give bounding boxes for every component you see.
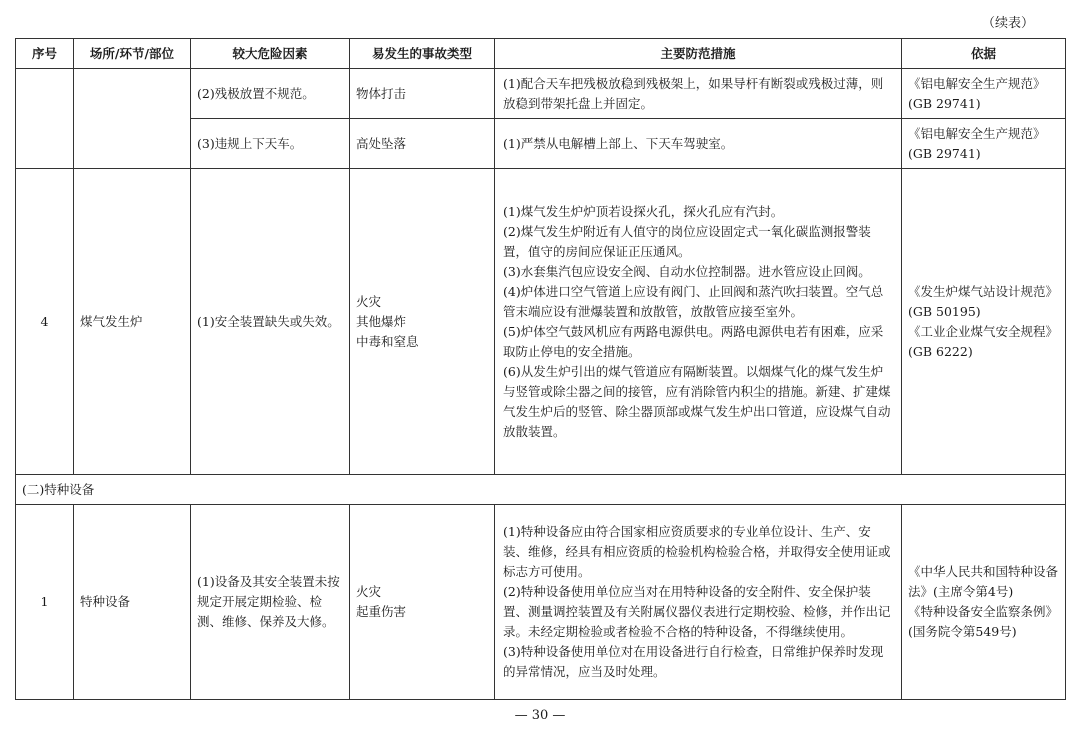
accident-type-cell bbox=[350, 505, 495, 700]
basis-cell bbox=[902, 119, 1066, 169]
page-number: — 30 — bbox=[514, 708, 566, 723]
header-accident-type: 易发生的事故类型 bbox=[350, 39, 495, 69]
accident-type-cell bbox=[350, 119, 495, 169]
location-cell: 煤气发生炉 bbox=[74, 169, 191, 475]
header-hazard: 较大危险因素 bbox=[191, 39, 350, 69]
basis-cell bbox=[902, 169, 1066, 475]
location-cell: 特种设备 bbox=[74, 505, 191, 700]
accident-type: 起重伤害 bbox=[356, 604, 407, 619]
table-row bbox=[16, 505, 1066, 700]
accident-type-cell bbox=[350, 169, 495, 475]
basis-cell bbox=[902, 69, 1066, 119]
accident-type-cell bbox=[350, 69, 495, 119]
table-row bbox=[16, 169, 1066, 475]
measure-item: (1)配合天车把残极放稳到残极架上，如果导杆有断裂或残极过薄，则放稳到带架托盘上并固定。 bbox=[503, 75, 884, 111]
accident-type: 火灾 bbox=[356, 293, 382, 309]
accident-type: 物体打击 bbox=[356, 85, 407, 101]
basis-cell bbox=[902, 505, 1066, 700]
table-row bbox=[16, 69, 1066, 119]
measures-cell bbox=[495, 169, 902, 475]
header-measures: 主要防范措施 bbox=[495, 39, 902, 69]
basis-item: 《工业企业煤气安全规程》(GB 6222) bbox=[908, 323, 1059, 359]
measure-item: (6)从发生炉引出的煤气管道应有隔断装置。以烟煤气化的煤气发生炉与竖管或除尘器之间的接管，应有消除管内积尘的措施。新建、扩建煤气发生炉后的竖管、除尘器顶部或煤气发生炉出口管道，应设煤气自动放散装置。 bbox=[503, 363, 891, 439]
basis-item: 《中华人民共和国特种设备法》(主席令第4号) bbox=[908, 564, 1059, 599]
basis-item: 《发生炉煤气站设计规范》(GB 50195) bbox=[908, 283, 1059, 319]
basis-item: 《铝电解安全生产规范》(GB 29741) bbox=[908, 75, 1046, 111]
hazard-cell: (2)残极放置不规范。 bbox=[191, 69, 350, 119]
measures-cell bbox=[495, 119, 902, 169]
measure-item: (1)煤气发生炉炉顶若设探火孔，探火孔应有汽封。 bbox=[503, 203, 784, 219]
measures-cell bbox=[495, 69, 902, 119]
section-title: (二)特种设备 bbox=[16, 475, 1066, 505]
number-cell: 4 bbox=[16, 169, 74, 475]
hazard-cell: (3)违规上下天车。 bbox=[191, 119, 350, 169]
measure-item: (2)特种设备使用单位应当对在用特种设备的安全附件、安全保护装置、测量调控装置及有关附属仪器仪表进行定期校验、检修，并作出记录。未经定期检验或者检验不合格的特种设备，不得继续使用。 bbox=[503, 584, 891, 639]
location-cell bbox=[74, 69, 191, 169]
measure-item: (2)煤气发生炉附近有人值守的岗位应设固定式一氧化碳监测报警装置，值守的房间应保证正压通风。 bbox=[503, 223, 871, 259]
measure-item: (3)特种设备使用单位对在用设备进行自行检查，日常维护保养时发现的异常情况，应当及时处理。 bbox=[503, 644, 884, 679]
hazard-cell: (1)设备及其安全装置未按规定开展定期检验、检测、维修、保养及大修。 bbox=[191, 505, 350, 700]
section-row bbox=[16, 475, 1066, 505]
measures-cell bbox=[495, 505, 902, 700]
header-number: 序号 bbox=[16, 39, 74, 69]
header-location: 场所/环节/部位 bbox=[74, 39, 191, 69]
hazard-table bbox=[15, 38, 1066, 700]
measure-item: (4)炉体进口空气管道上应设有阀门、止回阀和蒸汽吹扫装置。空气总管末端应设有泄爆装置和放散管，放散管应接至室外。 bbox=[503, 283, 884, 319]
number-cell bbox=[16, 69, 74, 169]
table-header-row bbox=[16, 39, 1066, 69]
measure-item: (3)水套集汽包应设安全阀、自动水位控制器。进水管应设止回阀。 bbox=[503, 263, 871, 279]
measure-item: (1)严禁从电解槽上部上、下天车驾驶室。 bbox=[503, 135, 734, 151]
hazard-cell: (1)安全装置缺失或失效。 bbox=[191, 169, 350, 475]
accident-type: 高处坠落 bbox=[356, 135, 407, 151]
measure-item: (1)特种设备应由符合国家相应资质要求的专业单位设计、生产、安装、维修，经具有相应资质的检验机构检验合格，并取得安全使用证或标志方可使用。 bbox=[503, 524, 891, 579]
accident-type: 中毒和窒息 bbox=[356, 333, 419, 349]
number-cell: 1 bbox=[16, 505, 74, 700]
continued-label: （续表） bbox=[981, 16, 1034, 31]
accident-type: 其他爆炸 bbox=[356, 313, 407, 329]
basis-item: 《特种设备安全监察条例》(国务院令第549号) bbox=[908, 604, 1059, 639]
measure-item: (5)炉体空气鼓风机应有两路电源供电。两路电源供电若有困难，应采取防止停电的安全措施。 bbox=[503, 323, 884, 359]
accident-type: 火灾 bbox=[356, 584, 382, 599]
header-basis: 依据 bbox=[902, 39, 1066, 69]
basis-item: 《铝电解安全生产规范》(GB 29741) bbox=[908, 125, 1046, 161]
